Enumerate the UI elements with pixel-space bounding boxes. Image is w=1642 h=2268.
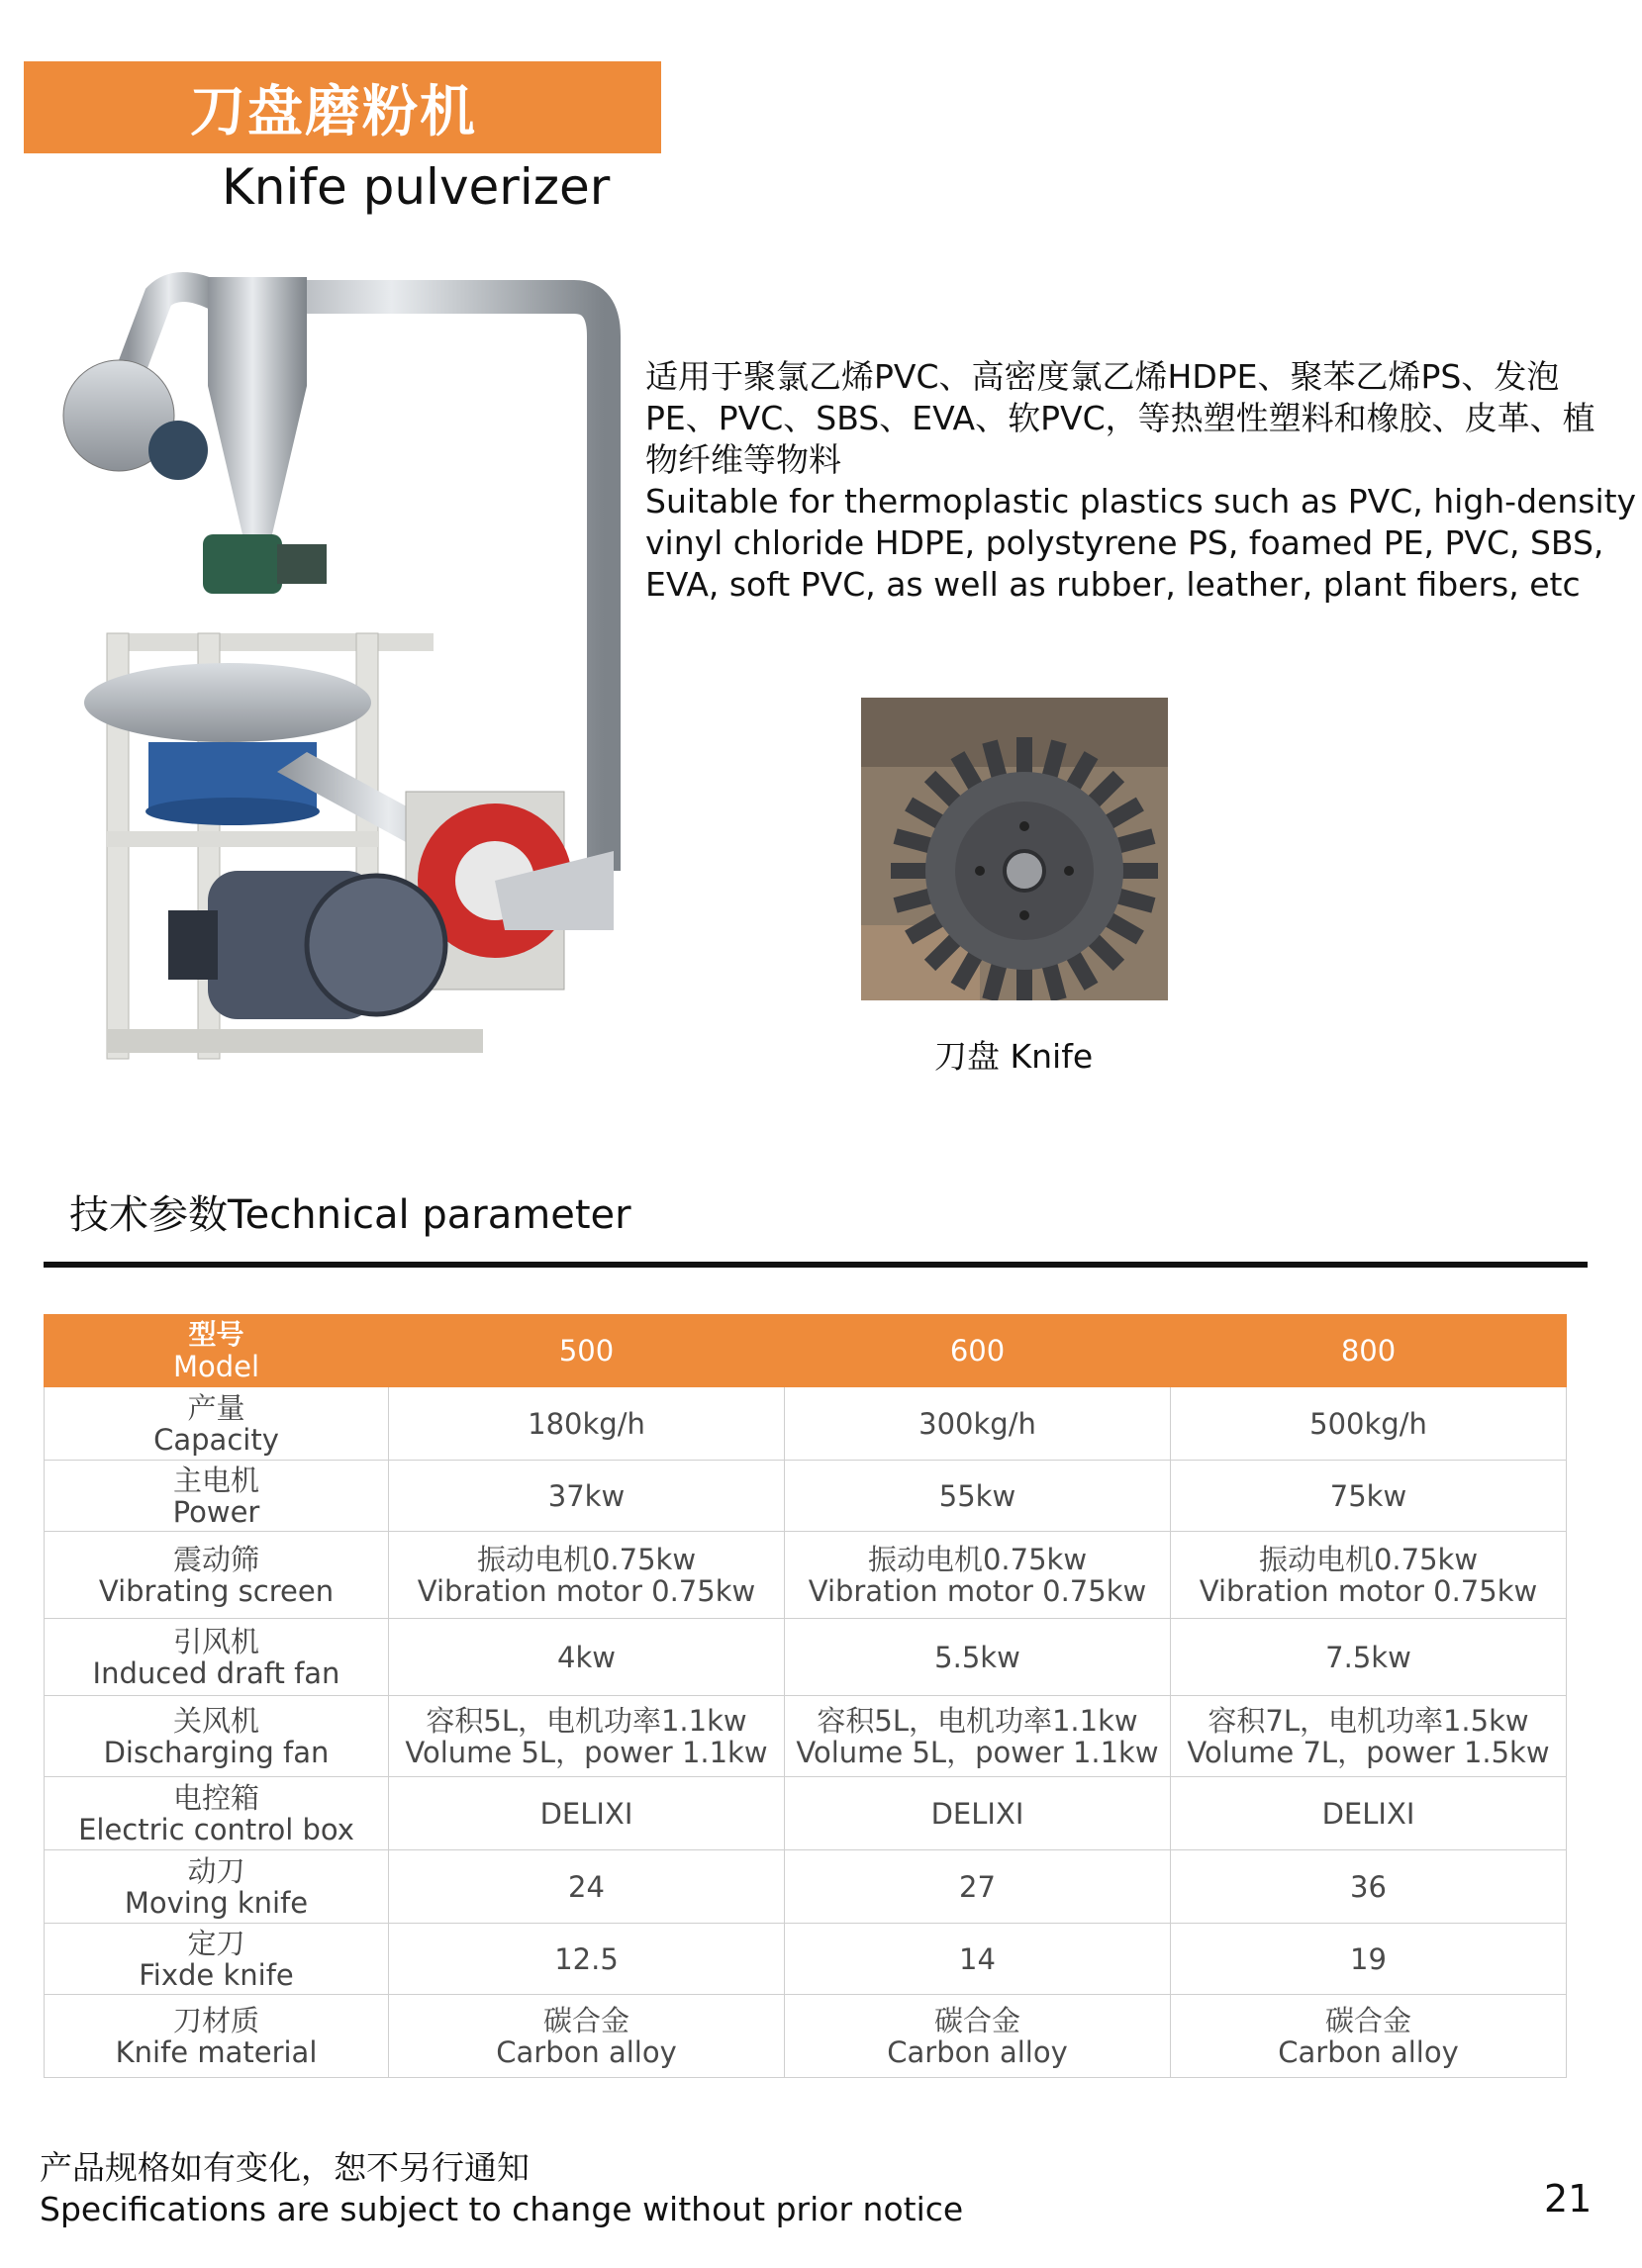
row-label: 刀材质 Knife material — [45, 1995, 389, 2078]
row-label: 主电机 Power — [45, 1461, 389, 1532]
footer-note-cn: 产品规格如有变化，恕不另行通知 — [40, 2148, 530, 2187]
description-en-line: vinyl chloride HDPE, polystyrene PS, foamed PE, PVC, SBS, — [645, 523, 1604, 562]
row-label: 定刀 Fixde knife — [45, 1924, 389, 1995]
table-cell: 5.5kw — [785, 1619, 1171, 1696]
footer-note — [40, 2147, 963, 2230]
section-divider — [44, 1262, 1588, 1268]
page-title-en: Knife pulverizer — [222, 158, 611, 216]
table-row — [45, 1696, 1567, 1777]
table-row — [45, 1387, 1567, 1461]
table-cell: 37kw — [389, 1461, 785, 1532]
table-row — [45, 1532, 1567, 1619]
table-cell: 振动电机0.75kw Vibration motor 0.75kw — [785, 1532, 1171, 1619]
table-cell: 振动电机0.75kw Vibration motor 0.75kw — [1171, 1532, 1567, 1619]
description-en-line: Suitable for thermoplastic plastics such as PVC, high-density — [645, 482, 1637, 520]
description-en-line: EVA, soft PVC, as well as rubber, leather, plant fibers, etc — [645, 565, 1581, 604]
table-row — [45, 1777, 1567, 1850]
table-row — [45, 1850, 1567, 1924]
table-row — [45, 1619, 1567, 1696]
table-row — [45, 1924, 1567, 1995]
section-title: 技术参数Technical parameter — [69, 1192, 631, 1238]
table-row — [45, 1995, 1567, 2078]
title-banner — [24, 61, 661, 153]
table-cell: 7.5kw — [1171, 1619, 1567, 1696]
table-cell: DELIXI — [1171, 1777, 1567, 1850]
table-cell: DELIXI — [785, 1777, 1171, 1850]
product-description — [645, 356, 1635, 606]
table-cell: DELIXI — [389, 1777, 785, 1850]
table-cell: 碳合金 Carbon alloy — [389, 1995, 785, 2078]
table-cell: 容积5L，电机功率1.1kw Volume 5L，power 1.1kw — [389, 1696, 785, 1777]
row-label: 震动筛 Vibrating screen — [45, 1532, 389, 1619]
table-cell: 14 — [785, 1924, 1171, 1995]
row-label: 动刀 Moving knife — [45, 1850, 389, 1924]
table-cell: 55kw — [785, 1461, 1171, 1532]
header-model-label: 型号 Model — [45, 1315, 389, 1387]
header-model-600: 600 — [785, 1315, 1171, 1387]
table-header-row — [45, 1315, 1567, 1387]
table-cell: 碳合金 Carbon alloy — [1171, 1995, 1567, 2078]
table-cell: 75kw — [1171, 1461, 1567, 1532]
table-cell: 12.5 — [389, 1924, 785, 1995]
table-cell: 碳合金 Carbon alloy — [785, 1995, 1171, 2078]
row-label: 产量 Capacity — [45, 1387, 389, 1461]
knife-caption: 刀盘 Knife — [934, 1037, 1094, 1076]
description-cn-line: 物纤维等物料 — [645, 440, 841, 479]
row-label: 关风机 Discharging fan — [45, 1696, 389, 1777]
description-cn-line: 适用于聚氯乙烯PVC、高密度氯乙烯HDPE、聚苯乙烯PS、发泡 — [645, 357, 1560, 396]
row-label: 电控箱 Electric control box — [45, 1777, 389, 1850]
header-model-500: 500 — [389, 1315, 785, 1387]
table-cell: 27 — [785, 1850, 1171, 1924]
table-cell: 4kw — [389, 1619, 785, 1696]
technical-parameter-table — [44, 1314, 1567, 2078]
table-cell: 300kg/h — [785, 1387, 1171, 1461]
table-row — [45, 1461, 1567, 1532]
header-model-800: 800 — [1171, 1315, 1567, 1387]
table-cell: 24 — [389, 1850, 785, 1924]
table-cell: 500kg/h — [1171, 1387, 1567, 1461]
table-cell: 振动电机0.75kw Vibration motor 0.75kw — [389, 1532, 785, 1619]
page-number: 21 — [1544, 2177, 1593, 2221]
table-cell: 180kg/h — [389, 1387, 785, 1461]
table-cell: 19 — [1171, 1924, 1567, 1995]
table-cell: 容积7L，电机功率1.5kw Volume 7L，power 1.5kw — [1171, 1696, 1567, 1777]
footer-note-en: Specifications are subject to change without prior notice — [40, 2190, 964, 2228]
page-title-cn: 刀盘磨粉机 — [190, 79, 477, 144]
knife-disc-image — [861, 698, 1168, 1000]
description-cn-line: PE、PVC、SBS、EVA、软PVC，等热塑性塑料和橡胶、皮革、植 — [645, 399, 1595, 437]
pulverizer-machine-image — [59, 237, 633, 1108]
row-label: 引风机 Induced draft fan — [45, 1619, 389, 1696]
table-cell: 容积5L，电机功率1.1kw Volume 5L，power 1.1kw — [785, 1696, 1171, 1777]
table-cell: 36 — [1171, 1850, 1567, 1924]
